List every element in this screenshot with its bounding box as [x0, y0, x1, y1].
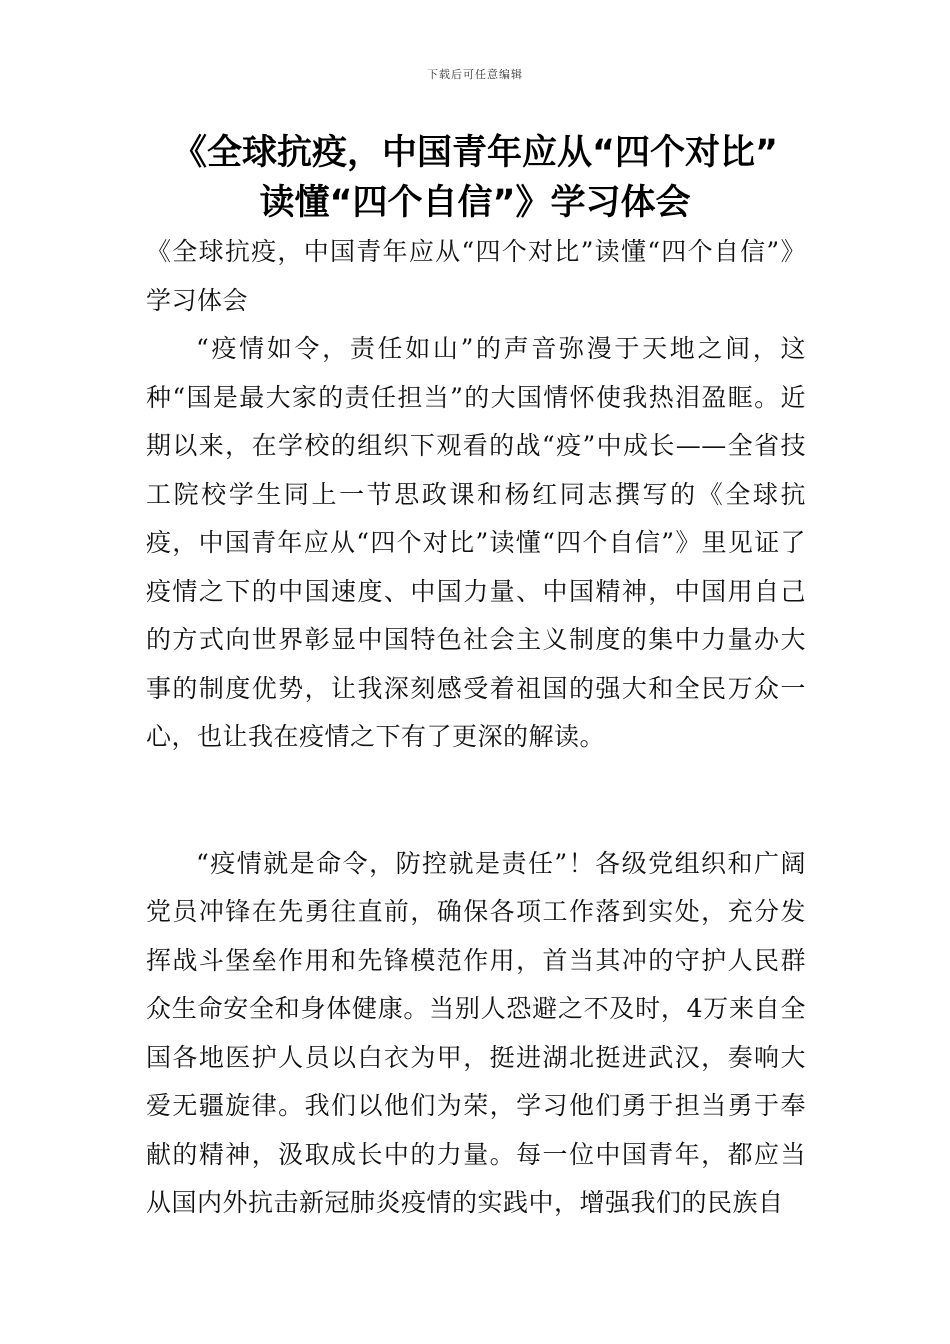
document-title — [120, 128, 830, 228]
paragraph-2: “疫情就是命令，防控就是责任”！各级党组织和广阔党员冲锋在先勇往直前，确保各项工作落到实处，充分发挥战斗堡垒作用和先锋模范作用，首当其冲的守护人民群众生命安全和身体健康。当别人恐避之不及时，4万来自全国各地医护人员以白衣为甲，挺进湖北挺进武汉，奏响大爱无疆旋律。我们以他们为荣，学习他们勇于担当勇于奉献的精神，汲取成长中的力量。每一位中国青年，都应当从国内外抗击新冠肺炎疫情的实践中，增强我们的民族自 — [146, 848, 806, 1217]
paragraph-gap — [146, 762, 806, 840]
title-line-2: 读懂“四个自信”》学习体会 — [259, 183, 691, 223]
document-subtitle: 《全球抗疫，中国青年应从“四个对比”读懂“四个自信”》学习体会 — [146, 237, 806, 315]
header-note: 下载后可任意编辑 — [427, 68, 523, 81]
document-body — [146, 228, 806, 1228]
title-line-1: 《全球抗疫，中国青年应从“四个对比” — [171, 133, 778, 173]
paragraph-1: “疫情如令，责任如山”的声音弥漫于天地之间，这种“国是最大家的责任担当”的大国情怀使我热泪盈眶。近期以来，在学校的组织下观看的战“疫”中成长——全省技工院校学生同上一节思政课和杨红同志撰写的《全球抗疫，中国青年应从“四个对比”读懂“四个自信”》里见证了疫情之下的中国速度、中国力量、中国精神，中国用自己的方式向世界彰显中国特色社会主义制度的集中力量办大事的制度优势，让我深刻感受着祖国的强大和全民万众一心，也让我在疫情之下有了更深的解读。 — [146, 334, 806, 751]
